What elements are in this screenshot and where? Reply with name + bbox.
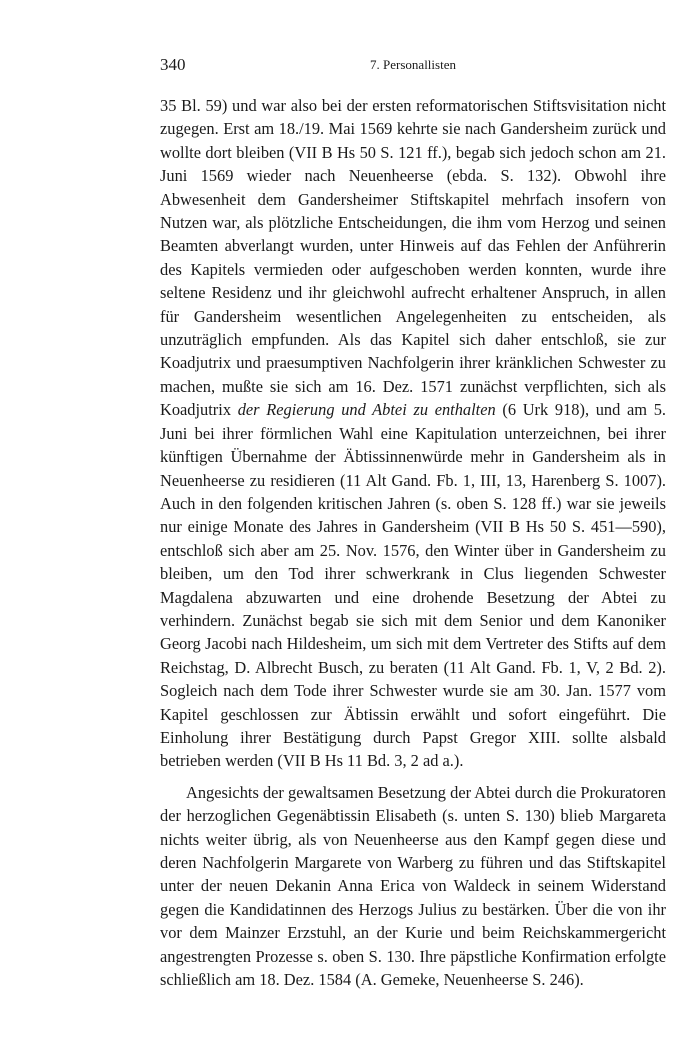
running-head: 7. Personallisten <box>370 57 456 72</box>
body-text <box>160 94 666 991</box>
paragraph-1-italic-phrase: der Regierung und Abtei zu enthalten <box>237 400 496 420</box>
paragraph-1-text-a: 35 Bl. 59) und war also bei der ersten reformatorischen Stiftsvisitation nicht zugegen. Erst am 18./19. Mai 1569 kehrte sie nach Gandersheim zurück und wollte dort bleiben (VII B Hs 50 S. 121 ff.), begab sich jedoch schon am 21. Juni 1569 wieder nach Neuenheerse (ebda. S. 132). Obwohl ihre Abwesenheit dem Gandersheimer Stiftskapitel mehrfach insofern von Nutzen war, als plötzliche Entscheidungen, die ihm vom Herzog und seinen Beamten abverlangt wurden, unter Hinweis auf das Fehlen der Anführerin des Kapitels vermieden oder aufgeschoben werden konnten, wurde ihre seltene Residenz und ihr gleichwohl aufrecht erhaltener Anspruch, in allen für Gandersheim wesentlichen Angelegenheiten zu entscheiden, als unzuträglich empfunden. Als das Kapitel sich daher entschloß, sie zur Koadjutrix und praesumptiven Nachfolgerin ihrer kränklichen Schwester zu machen, mußte sie sich am 16. Dez. 1571 zunächst verpflichten, sich als Koadjutrix <box>160 96 666 420</box>
paragraph-2: Angesichts der gewaltsamen Besetzung der Abtei durch die Prokuratoren der herzoglichen Gegenäbtissin Elisabeth (s. unten S. 130) blieb Margareta nichts weiter übrig, als von Neuenheerse aus den Kampf gegen diese und deren Nachfolgerin Margarete von Warberg zu führen und das Stiftskapitel unter der neuen Dekanin Anna Erica von Waldeck in seinem Widerstand gegen die Kandidatinnen des Herzogs Julius zu bestärken. Über die von ihr vor dem Mainzer Erzstuhl, an der Kurie und beim Reichskammergericht angestrengten Prozesse s. oben S. 130. Ihre päpstliche Konfirmation erfolgte schließlich am 18. Dez. 1584 (A. Gemeke, Neuenheerse S. 246). <box>160 782 666 990</box>
paragraph-1 <box>160 94 666 773</box>
page-number: 340 <box>160 55 186 74</box>
page-header <box>160 55 666 77</box>
paragraph-1-text-b: (6 Urk 918), und am 5. Juni bei ihrer förmlichen Wahl eine Kapitulation unterzeichnen, bei ihrer künftigen Übernahme der Äbtissinnenwürde mehr in Gandersheim als in Neuenheerse zu residieren (11 Alt Gand. Fb. 1, III, 13, Harenberg S. 1007). Auch in den folgenden kritischen Jahren (s. oben S. 128 ff.) war sie jeweils nur einige Monate des Jahres in Gandersheim (VII B Hs 50 S. 451—590), entschloß sich aber am 25. Nov. 1576, den Winter über in Gandersheim zu bleiben, um den Tod ihrer schwerkrank in Clus liegenden Schwester Magdalena abzuwarten und eine drohende Besetzung der Abtei zu verhindern. Zunächst begab sie sich mit dem Senior und dem Kanoniker Georg Jacobi nach Hildesheim, um sich mit dem Vertreter des Stifts auf dem Reichstag, D. Albrecht Busch, zu beraten (11 Alt Gand. Fb. 1, V, 2 Bd. 2). Sogleich nach dem Tode ihrer Schwester wurde sie am 30. Jan. 1577 vom Kapitel geschlossen zur Äbtissin erwählt und sofort eingeführt. Die Einholung ihrer Bestätigung durch Papst Gregor XIII. sollte alsbald betrieben werden (VII B Hs 11 Bd. 3, 2 ad a.). <box>160 400 666 771</box>
